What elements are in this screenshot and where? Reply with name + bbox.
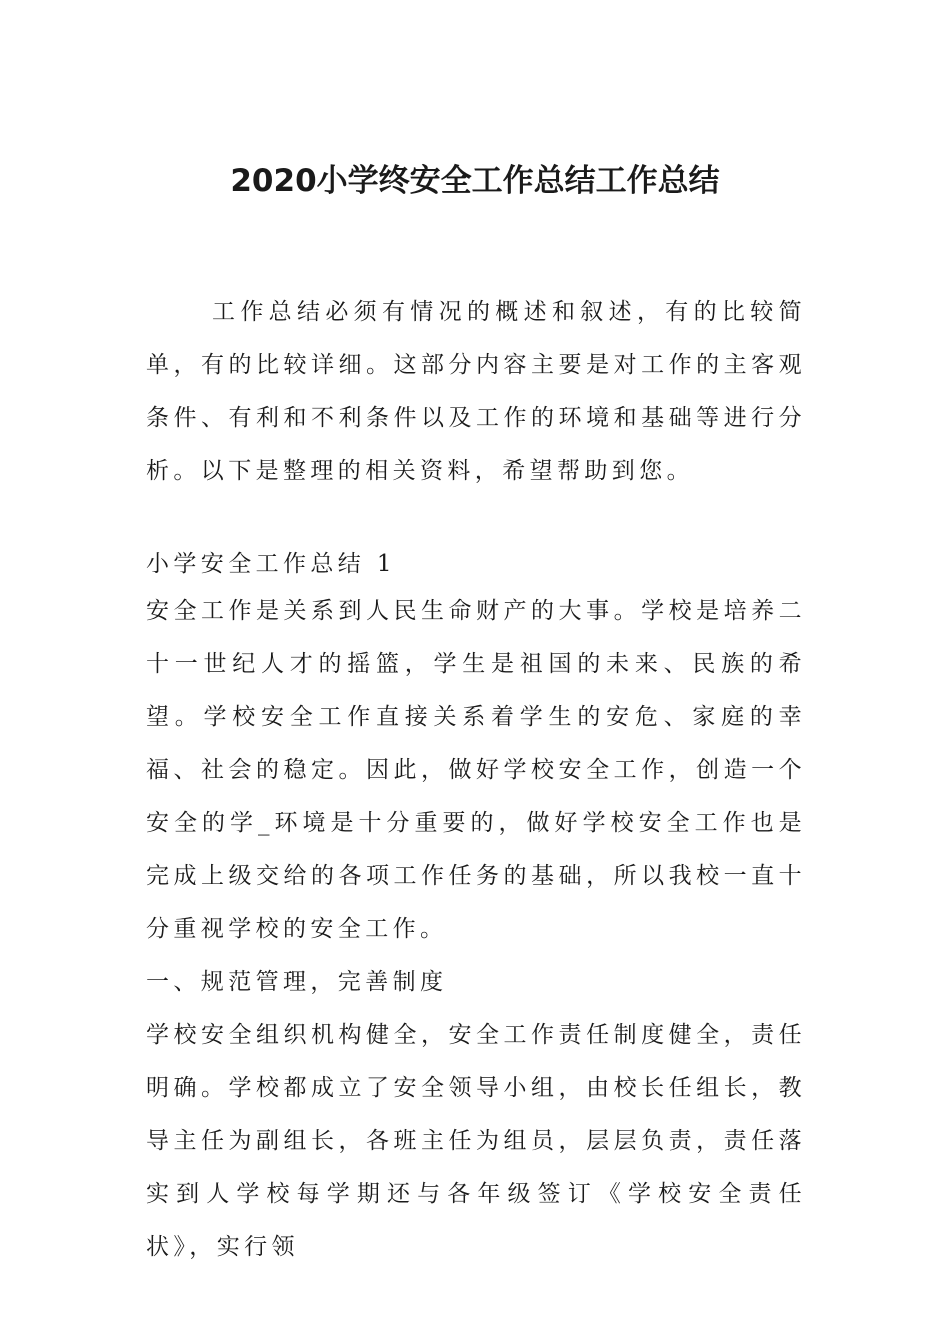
document-title: 2020小学终安全工作总结工作总结 <box>230 163 720 199</box>
body-paragraph: 安全工作是关系到人民生命财产的大事。学校是培养二十一世纪人才的摇篮，学生是祖国的未来、民族的希望。学校安全工作直接关系着学生的安危、家庭的幸福、社会的稳定。因此，做好学校安全工作，创造一个安全的学_环境是十分重要的，做好学校安全工作也是完成上级交给的各项工作任务的基础，所以我校一直十分重视学校的安全工作。 <box>146 598 806 942</box>
section-heading: 小学安全工作总结 1 <box>146 551 396 577</box>
subsection-heading: 一、规范管理，完善制度 <box>146 969 448 995</box>
body-paragraph: 学校安全组织机构健全，安全工作责任制度健全，责任明确。学校都成立了安全领导小组，由校长任组长，教导主任为副组长，各班主任为组员，层层负责，责任落实到人学校每学期还与各年级签订《学校安全责任状》，实行领 <box>146 1022 806 1260</box>
section-body <box>146 585 806 1274</box>
intro-paragraph: 工作总结必须有情况的概述和叙述，有的比较简单，有的比较详细。这部分内容主要是对工作的主客观条件、有利和不利条件以及工作的环境和基础等进行分析。以下是整理的相关资料，希望帮助到您。 <box>146 299 806 484</box>
